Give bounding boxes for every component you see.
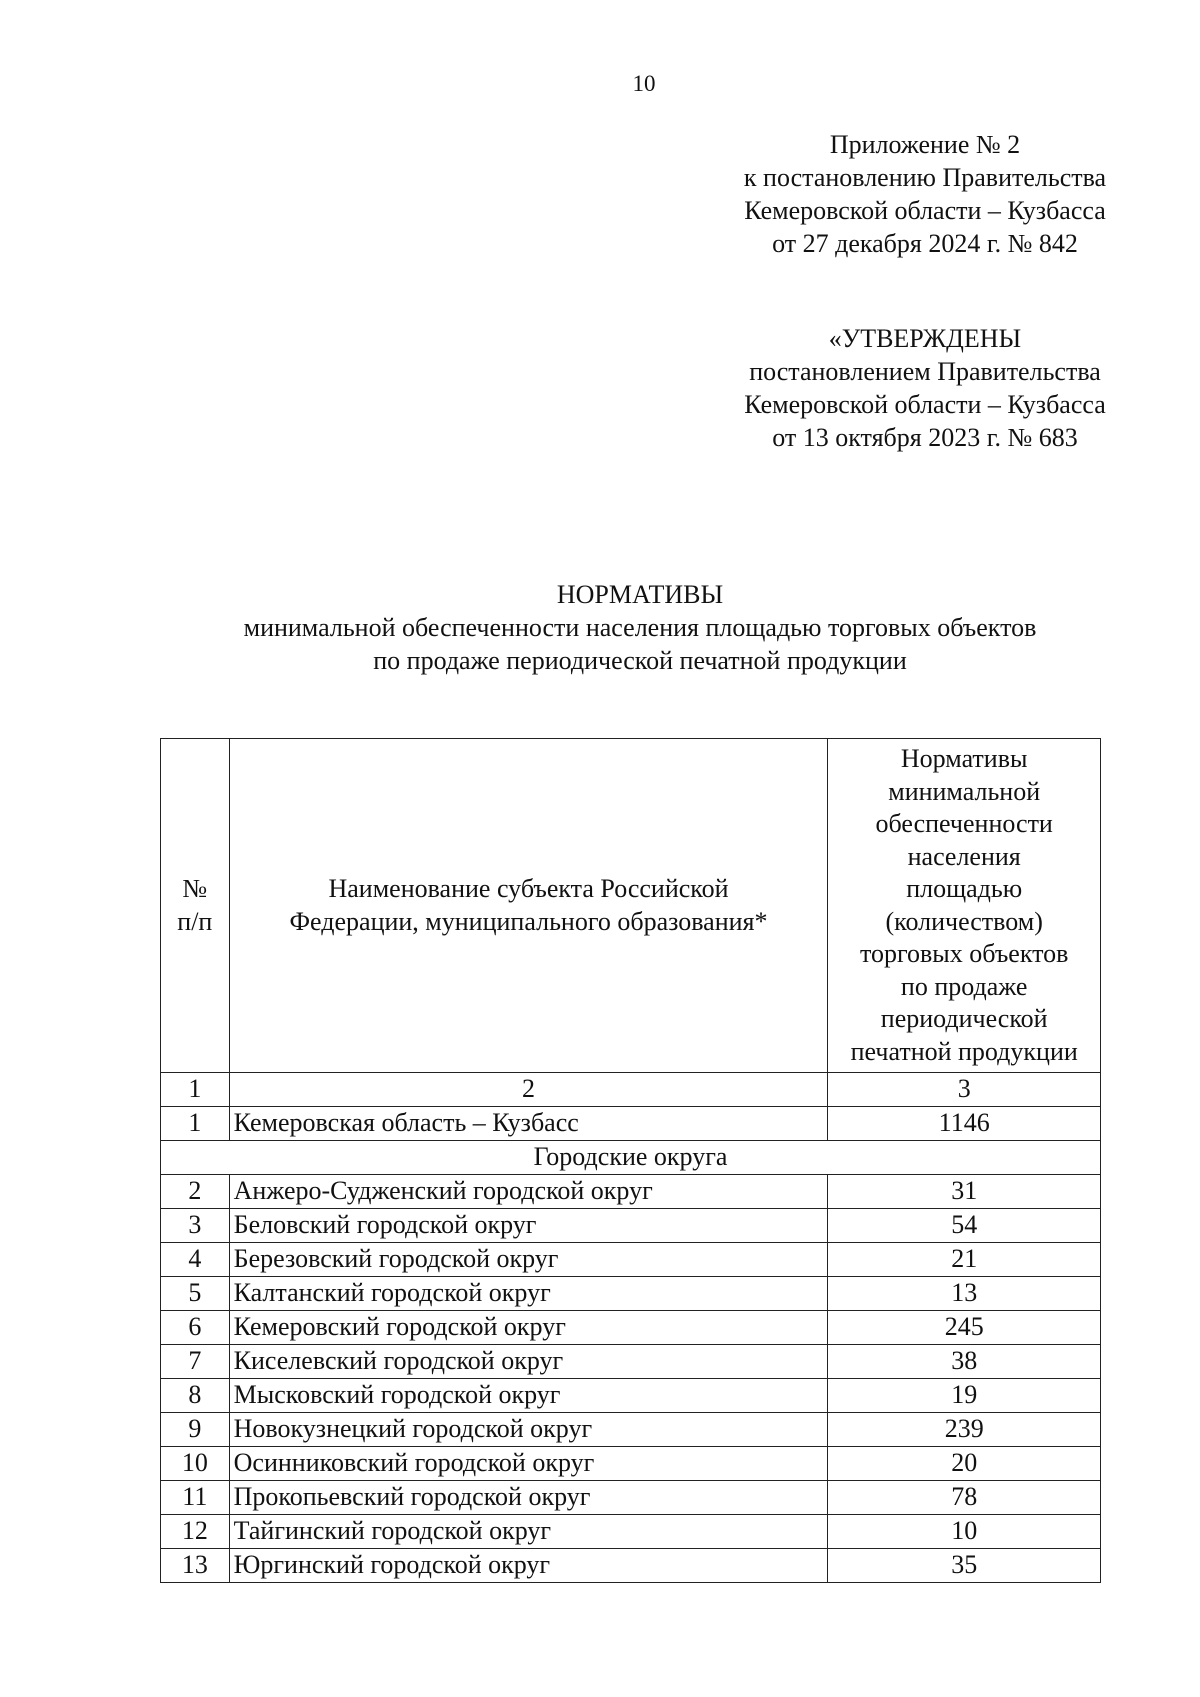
appendix-line: к постановлению Правительства [743,163,1107,192]
approved-line: «УТВЕРЖДЕНЫ [828,324,1022,353]
table-row [161,1311,1101,1345]
header-value-line: (количеством) [885,906,1043,936]
row-num-cell: 7 [161,1345,230,1379]
title-heading: НОРМАТИВЫ [556,580,724,609]
row-num-cell: 2 [161,1175,230,1209]
row-num-cell: 12 [161,1515,230,1549]
row-num-cell: 1 [161,1107,230,1141]
table-header-row [161,739,1101,1073]
table-row [161,1549,1101,1583]
row-name-cell: Беловский городской округ [229,1209,828,1243]
appendix-line: Кемеровской области – Кузбасса [744,196,1106,225]
approved-line: постановлением Правительства [749,357,1101,386]
row-value-cell: 78 [828,1481,1101,1515]
table-row [161,1413,1101,1447]
row-name-cell: Юргинский городской округ [229,1549,828,1583]
row-name-cell: Анжеро-Судженский городской округ [229,1175,828,1209]
approved-line: Кемеровской области – Кузбасса [744,390,1106,419]
table-row [161,1515,1101,1549]
row-value-cell: 21 [828,1243,1101,1277]
table-row [161,1243,1101,1277]
table-row [161,1447,1101,1481]
row-num-cell: 3 [161,1209,230,1243]
header-value-line: площадью [906,874,1023,903]
header-value-line: Нормативы [900,744,1028,773]
header-value-cell [828,739,1101,1073]
header-num-cell [161,739,230,1073]
title-subtitle-line: по продаже периодической печатной продукции [373,646,907,675]
row-value-cell: 20 [828,1447,1101,1481]
appendix-block [690,128,1160,260]
row-num-cell: 10 [161,1447,230,1481]
table-row [161,1277,1101,1311]
column-number-cell: 3 [828,1073,1101,1107]
row-value-cell: 10 [828,1515,1101,1549]
header-value-line: торговых объектов [859,939,1069,968]
column-number-cell: 2 [229,1073,828,1107]
appendix-line: от 27 декабря 2024 г. № 842 [772,229,1078,258]
header-name-line: Наименование субъекта Российской [328,874,729,903]
row-num-cell: 11 [161,1481,230,1515]
row-value-cell: 239 [828,1413,1101,1447]
row-name-cell: Тайгинский городской округ [229,1515,828,1549]
header-value-line: периодической [880,1004,1048,1033]
row-value-cell: 38 [828,1345,1101,1379]
row-num-cell: 13 [161,1549,230,1583]
header-name-cell [229,739,828,1073]
header-value-line: минимальной [888,776,1041,806]
row-name-cell: Кемеровская область – Кузбасс [229,1107,828,1141]
row-value-cell: 31 [828,1175,1101,1209]
row-name-cell: Кемеровский городской округ [229,1311,828,1345]
header-value-line: обеспеченности [875,809,1053,838]
row-value-cell: 54 [828,1209,1101,1243]
row-num-cell: 9 [161,1413,230,1447]
table-row [161,1379,1101,1413]
row-num-cell: 8 [161,1379,230,1413]
row-name-cell: Киселевский городской округ [229,1345,828,1379]
approved-line: от 13 октября 2023 г. № 683 [772,423,1078,452]
column-number-cell: 1 [161,1073,230,1107]
region-row [161,1107,1101,1141]
section-label-cell: Городские округа [161,1141,1101,1175]
row-name-cell: Прокопьевский городской округ [229,1481,828,1515]
header-name-line: Федерации, муниципального образования* [289,906,768,936]
header-value-line: по продаже [900,971,1028,1001]
header-value-line: населения [907,841,1021,871]
header-value-line: печатной продукции [850,1036,1078,1066]
page-number: 10 [632,71,656,96]
column-number-row [161,1073,1101,1107]
row-value-cell: 245 [828,1311,1101,1345]
row-value-cell: 13 [828,1277,1101,1311]
norms-table [160,738,1101,1583]
row-value-cell: 1146 [828,1107,1101,1141]
row-name-cell: Новокузнецкий городской округ [229,1413,828,1447]
row-name-cell: Березовский городской округ [229,1243,828,1277]
row-num-cell: 5 [161,1277,230,1311]
appendix-line: Приложение № 2 [829,130,1021,159]
title-subtitle-line: минимальной обеспеченности населения площадью торговых объектов [243,613,1037,642]
table-row [161,1209,1101,1243]
row-num-cell: 6 [161,1311,230,1345]
table-row [161,1175,1101,1209]
document-title [160,578,1120,677]
row-name-cell: Осинниковский городской округ [229,1447,828,1481]
section-row [161,1141,1101,1175]
table-row [161,1345,1101,1379]
row-num-cell: 4 [161,1243,230,1277]
table-row [161,1481,1101,1515]
row-name-cell: Мысковский городской округ [229,1379,828,1413]
row-value-cell: 35 [828,1549,1101,1583]
row-name-cell: Калтанский городской округ [229,1277,828,1311]
row-value-cell: 19 [828,1379,1101,1413]
approved-block [690,322,1160,454]
header-num-line: № [182,874,208,903]
header-num-line: п/п [177,906,213,936]
